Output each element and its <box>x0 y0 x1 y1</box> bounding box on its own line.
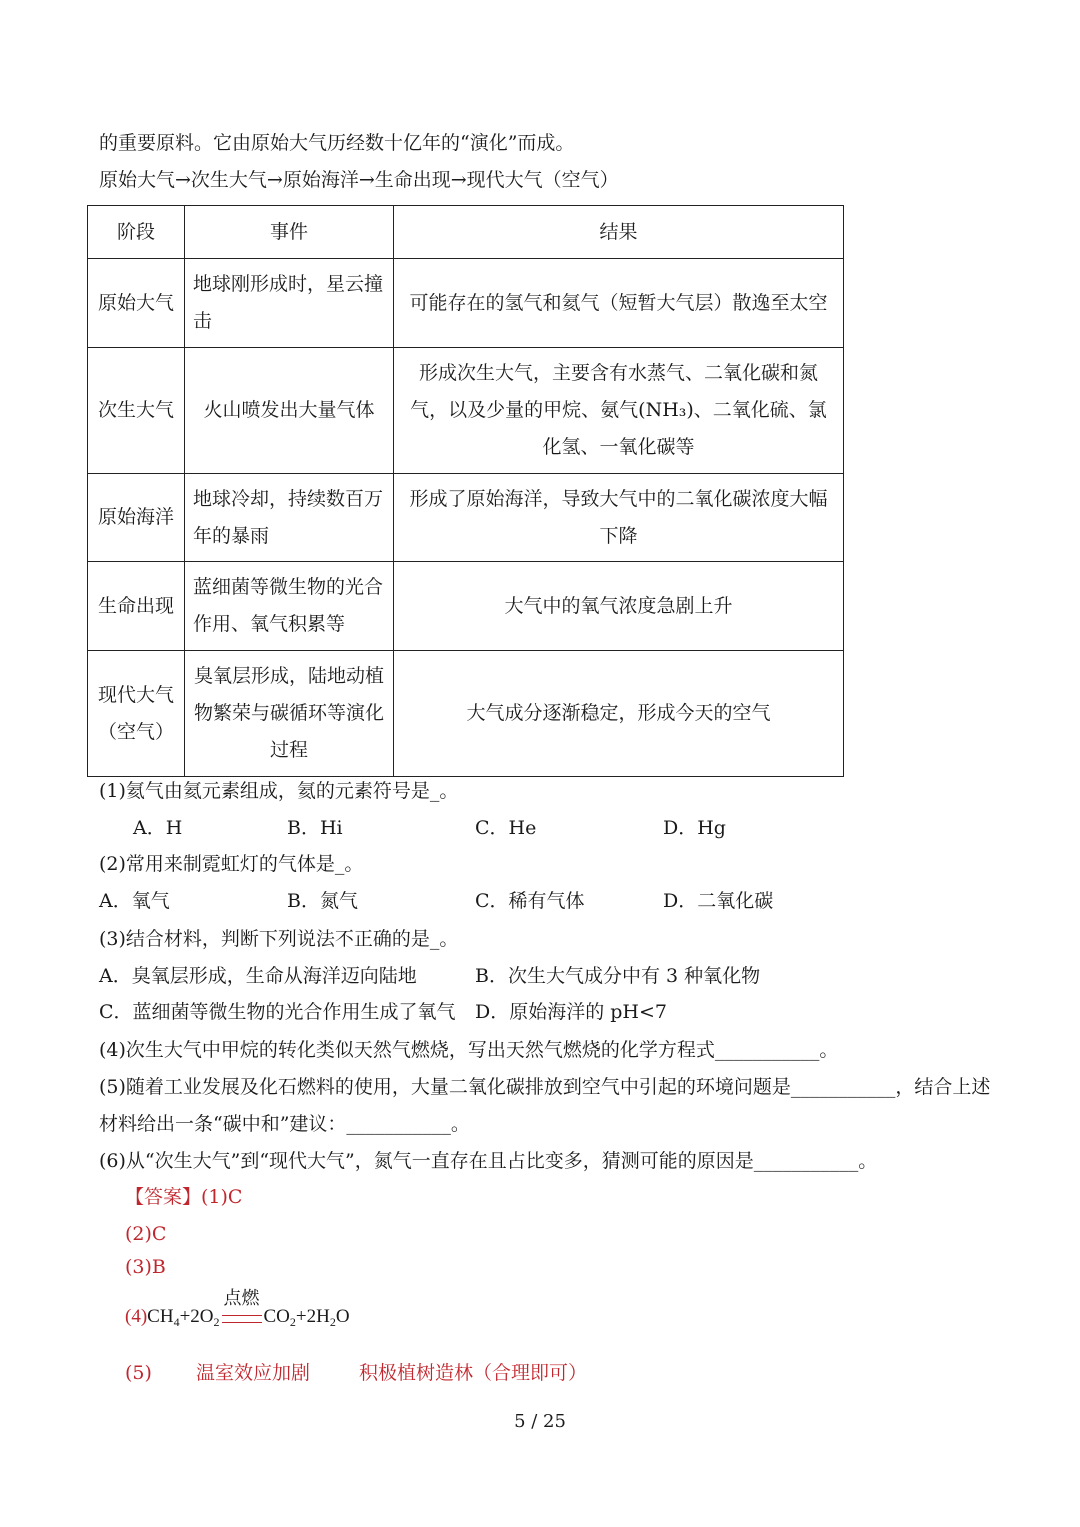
q1-option-d: D．Hg <box>663 817 726 839</box>
question-6: (6)从“次生大气”到“现代大气”，氮气一直存在且占比变多，猜测可能的原因是___________。 <box>99 1150 878 1172</box>
reaction-arrow <box>220 1287 264 1330</box>
question-4: (4)次生大气中甲烷的转化类似天然气燃烧，写出天然气燃烧的化学方程式___________。 <box>99 1039 839 1061</box>
stage-cell: 现代大气（空气） <box>88 651 185 777</box>
stage-cell: 原始海洋 <box>88 474 185 562</box>
event-cell: 臭氧层形成，陆地动植物繁荣与碳循环等演化过程 <box>185 651 394 777</box>
intro-line-2: 原始大气→次生大气→原始海洋→生命出现→现代大气（空气） <box>99 169 619 191</box>
table-header: 阶段 <box>88 206 185 259</box>
event-cell: 地球刚形成时，星云撞击 <box>185 259 394 348</box>
intro-line-1: 的重要原料。它由原始大气历经数十亿年的“演化”而成。 <box>99 132 575 154</box>
table-row <box>88 562 844 651</box>
event-cell: 火山喷发出大量气体 <box>185 348 394 474</box>
answer-5-prefix: (5) <box>125 1362 152 1384</box>
answer-3: (3)B <box>125 1256 166 1278</box>
q2-option-a: A．氧气 <box>99 890 170 912</box>
q1-option-a: A．H <box>133 817 183 839</box>
event-cell: 地球冷却，持续数百万年的暴雨 <box>185 474 394 562</box>
result-cell: 大气成分逐渐稳定，形成今天的空气 <box>394 651 844 777</box>
q3-option-c: C．蓝细菌等微生物的光合作用生成了氧气 <box>99 1001 456 1023</box>
table-header: 结果 <box>394 206 844 259</box>
stage-cell: 生命出现 <box>88 562 185 651</box>
question-5-line-1: (5)随着工业发展及化石燃料的使用，大量二氧化碳排放到空气中引起的环境问题是___________，结合上述 <box>99 1076 991 1098</box>
table-row <box>88 474 844 562</box>
stage-cell: 原始大气 <box>88 259 185 348</box>
answer-1: (1)C <box>201 1186 243 1208</box>
answer-5-part-2: 积极植树造林（合理即可） <box>359 1362 588 1384</box>
question-1: (1)氦气由氦元素组成，氦的元素符号是_。 <box>99 780 459 802</box>
table-header-row <box>88 206 844 259</box>
answer-label: 【答案】 <box>125 1186 202 1208</box>
answer-2: (2)C <box>125 1223 167 1245</box>
table-row <box>88 348 844 474</box>
q3-option-a: A．臭氧层形成，生命从海洋迈向陆地 <box>99 965 417 987</box>
question-5-line-2: 材料给出一条“碳中和”建议：___________。 <box>99 1113 470 1135</box>
q1-option-c: C．He <box>475 817 537 839</box>
q1-option-b: B．Hi <box>287 817 343 839</box>
q3-option-b: B．次生大气成分中有 3 种氧化物 <box>475 965 761 987</box>
table-header: 事件 <box>185 206 394 259</box>
answer-4-prefix: (4) <box>125 1306 148 1327</box>
answer-4: $(4)CH_4+2O_2$ 点燃 $CO_2+2H_2O$ <box>125 1287 350 1329</box>
question-3: (3)结合材料，判断下列说法不正确的是_。 <box>99 928 459 950</box>
answer-block-1 <box>125 1185 242 1209</box>
result-cell: 大气中的氧气浓度急剧上升 <box>394 562 844 651</box>
reaction-condition: 点燃 <box>223 1287 260 1308</box>
result-cell: 形成次生大气，主要含有水蒸气、二氧化碳和氮气，以及少量的甲烷、氨气(NH₃)、二氧化硫、氯化氢、一氧化碳等 <box>394 348 844 474</box>
q2-option-c: C．稀有气体 <box>475 890 585 912</box>
answer-5-part-1: 温室效应加剧 <box>196 1362 311 1384</box>
q2-option-b: B．氮气 <box>287 890 358 912</box>
q2-option-d: D．二氧化碳 <box>663 890 774 912</box>
table-row <box>88 651 844 777</box>
stage-cell: 次生大气 <box>88 348 185 474</box>
evolution-table <box>87 205 844 777</box>
result-cell: 可能存在的氢气和氦气（短暂大气层）散逸至太空 <box>394 259 844 348</box>
q3-option-d: D．原始海洋的 pH<7 <box>475 1001 668 1023</box>
page-number: 5 / 25 <box>514 1411 566 1432</box>
table-row <box>88 259 844 348</box>
event-cell: 蓝细菌等微生物的光合作用、氧气积累等 <box>185 562 394 651</box>
result-cell: 形成了原始海洋，导致大气中的二氧化碳浓度大幅下降 <box>394 474 844 562</box>
question-2: (2)常用来制霓虹灯的气体是_。 <box>99 853 364 875</box>
